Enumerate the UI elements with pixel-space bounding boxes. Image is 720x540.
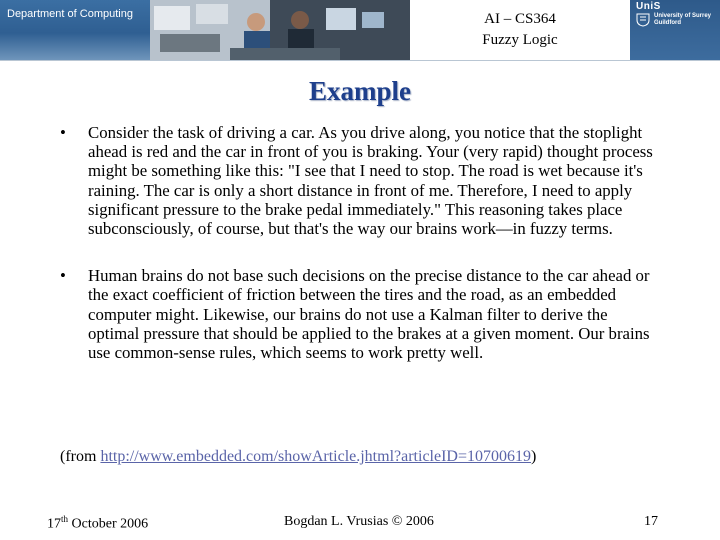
department-name: Department of Computing xyxy=(7,8,133,20)
header-photo xyxy=(150,0,410,60)
source-link[interactable]: http://www.embedded.com/showArticle.jhtml?articleID=10700619 xyxy=(100,448,531,465)
bullet-list xyxy=(60,123,660,362)
course-topic: Fuzzy Logic xyxy=(482,32,558,48)
department-banner xyxy=(0,0,150,60)
slide-title: Example xyxy=(308,76,411,106)
header-title-box xyxy=(411,0,629,60)
footer-date-day: 17 xyxy=(47,516,61,532)
slide-header xyxy=(0,0,720,60)
footer-date xyxy=(47,514,148,533)
bullet-item xyxy=(60,266,660,362)
bullet-text: Human brains do not base such decisions on the precise distance to the car ahead or the exact coefficient of friction between the tires and the road, as an embedded computer might. Likewise, our brains do not use a Kalman filter to derive the optimal pressure that should be applied to the brakes at a given moment. Our brains use common-sense rules, which seems to work pretty well. xyxy=(88,266,650,363)
university-name xyxy=(654,13,711,27)
page-number: 17 xyxy=(644,514,658,529)
unis-wordmark: UniS xyxy=(636,1,661,12)
bullet-marker: • xyxy=(60,123,66,142)
header-photo-image xyxy=(150,0,410,60)
university-crest-icon xyxy=(636,13,650,27)
bullet-text: Consider the task of driving a car. As you drive along, you notice that the stoplight ahead is red and the car in front of you is braking. Your (very rapid) thought process might be something like this: "I see that I need to stop. The road is wet because it's raining. The car is only a short distance in front of me. Therefore, I need to apply significant pressure to the brake pedal immediately." This reasoning takes place subconsciously, of course, but that's the way our brains work—in fuzzy terms. xyxy=(88,123,653,239)
footer-date-rest: October 2006 xyxy=(68,516,149,532)
bullet-item xyxy=(60,123,660,238)
university-logo xyxy=(630,0,720,60)
bullet-marker: • xyxy=(60,266,66,286)
university-name-line1: University of Surrey xyxy=(654,13,712,19)
source-prefix: (from xyxy=(60,448,101,465)
source-suffix: ) xyxy=(531,448,537,465)
course-code: AI – CS364 xyxy=(484,11,556,27)
header-divider xyxy=(0,60,720,61)
university-name-line2: Guildford xyxy=(654,20,681,26)
footer-author: Bogdan L. Vrusias © 2006 xyxy=(284,514,434,529)
footer-date-suffix: th xyxy=(61,514,69,524)
source-citation xyxy=(60,448,536,466)
